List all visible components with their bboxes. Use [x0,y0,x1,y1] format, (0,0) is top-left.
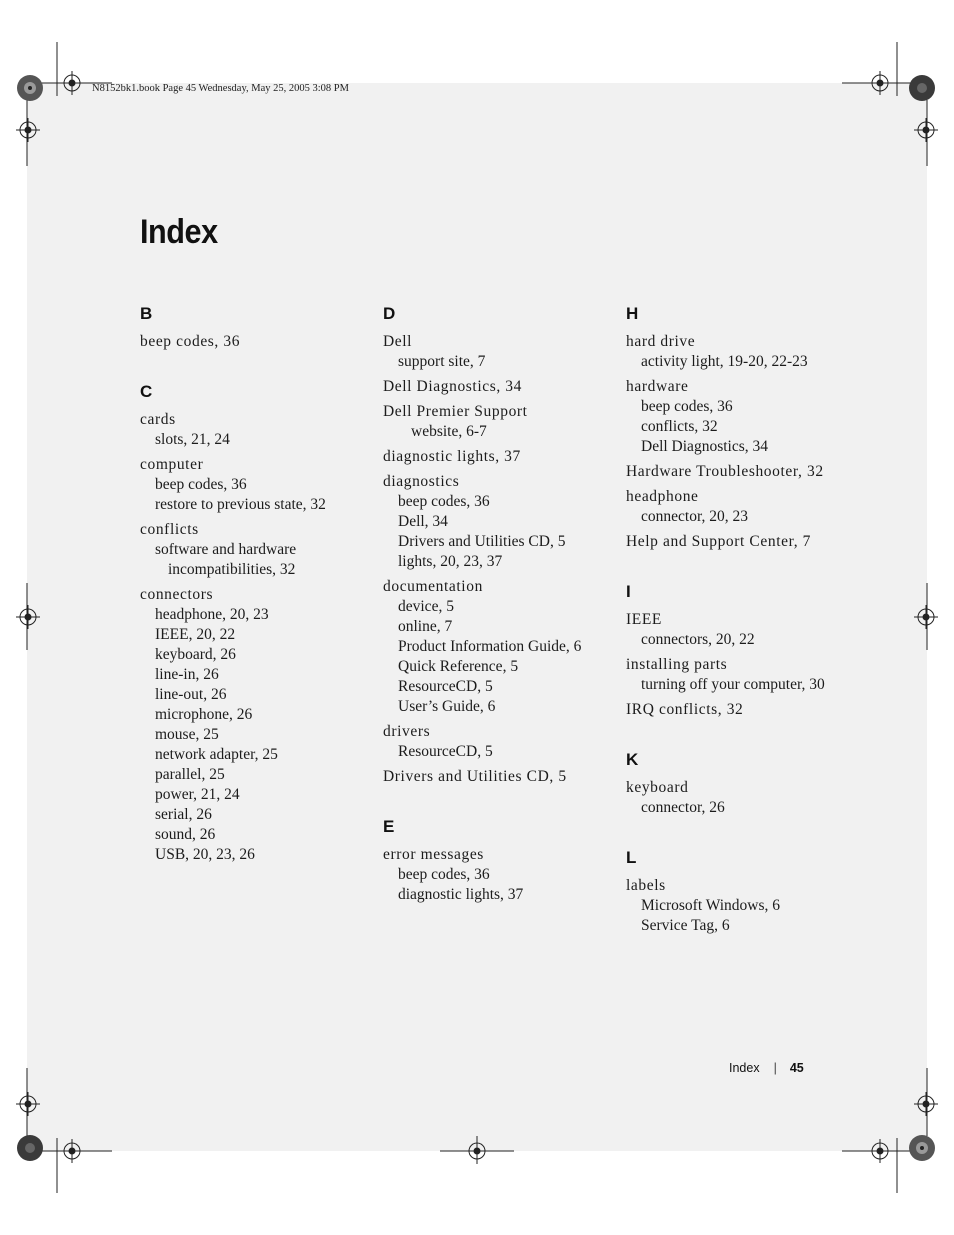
section-letter: I [626,582,631,601]
index-entry [140,585,375,865]
index-subentry: headphone, 20, 23 [155,606,269,623]
section-letter: E [383,817,395,836]
footer-section-label: Index [729,1061,760,1075]
index-subentry: USB, 20, 23, 26 [155,846,255,863]
index-section-c [140,382,375,865]
index-entry [140,520,375,580]
index-section-k [626,750,861,818]
index-subentry: line-out, 26 [155,686,227,703]
index-term: conflicts [140,521,199,538]
index-column-1 [140,304,375,895]
index-term: IEEE [626,611,662,628]
index-subentry: beep codes, 36 [398,866,490,883]
index-entry [626,700,861,720]
index-entry [383,332,618,372]
index-subentry: parallel, 25 [155,766,225,783]
index-subentry: software and hardware [155,541,297,558]
index-section-e [383,817,618,905]
index-subentry: Drivers and Utilities CD, 5 [398,533,566,550]
print-slug: N8152bk1.book Page 45 Wednesday, May 25, 2005 3:08 PM [92,83,349,94]
index-subentry: User’s Guide, 6 [398,698,496,715]
index-subentry: serial, 26 [155,806,212,823]
index-subentry: website, 6-7 [411,423,487,440]
index-subentry: online, 7 [398,618,453,635]
index-term: diagnostic lights, 37 [383,448,521,465]
index-entry [626,332,861,372]
index-subentry: beep codes, 36 [398,493,490,510]
index-term: drivers [383,723,431,740]
index-entry [383,767,618,787]
index-term: Hardware Troubleshooter, 32 [626,463,824,480]
index-subentry: turning off your computer, 30 [641,676,825,693]
index-subentry: incompatibilities, 32 [168,561,296,578]
index-entry [626,876,861,936]
index-entry [140,410,375,450]
index-subentry: diagnostic lights, 37 [398,886,524,903]
index-section-l [626,848,861,936]
index-entry [383,447,618,467]
index-subentry: connector, 26 [641,799,725,816]
index-subentry: Service Tag, 6 [641,917,730,934]
section-letter: H [626,304,639,323]
index-subentry: connectors, 20, 22 [641,631,755,648]
index-term: Drivers and Utilities CD, 5 [383,768,567,785]
index-term: labels [626,877,666,894]
index-subentry: support site, 7 [398,353,486,370]
index-entry [383,472,618,572]
index-term: error messages [383,846,484,863]
index-term: IRQ conflicts, 32 [626,701,744,718]
index-term: diagnostics [383,473,460,490]
index-entry [383,845,618,905]
index-subentry: Product Information Guide, 6 [398,638,582,655]
index-subentry: network adapter, 25 [155,746,278,763]
page-number: 45 [789,1061,804,1075]
section-letter: L [626,848,637,867]
index-term: keyboard [626,779,689,796]
index-subentry: IEEE, 20, 22 [155,626,236,643]
index-column-3 [626,304,861,966]
index-entry [140,332,375,352]
index-term: beep codes, 36 [140,333,241,350]
index-subentry: line-in, 26 [155,666,219,683]
index-entry [626,610,861,650]
index-subentry: sound, 26 [155,826,216,843]
index-term: Dell Diagnostics, 34 [383,378,522,395]
index-entry [383,722,618,762]
index-term: Dell [383,333,413,350]
index-column-2 [383,304,618,935]
index-subentry: microphone, 26 [155,706,253,723]
index-subentry: beep codes, 36 [641,398,733,415]
page-title: Index [140,213,218,251]
index-section-h [626,304,861,552]
index-term: cards [140,411,176,428]
index-subentry: Quick Reference, 5 [398,658,519,675]
index-term: hardware [626,378,689,395]
index-term: installing parts [626,656,728,673]
index-subentry: keyboard, 26 [155,646,236,663]
index-term: hard drive [626,333,696,350]
index-entry [626,532,861,552]
index-term: connectors [140,586,214,603]
index-subentry: power, 21, 24 [155,786,240,803]
index-subentry: Dell Diagnostics, 34 [641,438,768,455]
index-term: headphone [626,488,699,505]
index-subentry: beep codes, 36 [155,476,247,493]
index-subentry: restore to previous state, 32 [155,496,326,513]
section-letter: C [140,382,153,401]
index-entry [140,455,375,515]
page-footer [729,1061,804,1075]
footer-divider: | [773,1061,777,1075]
index-entry [626,377,861,457]
index-subentry: ResourceCD, 5 [398,743,493,760]
section-letter: B [140,304,153,323]
index-entry [383,402,618,442]
section-letter: K [626,750,639,769]
index-term: documentation [383,578,483,595]
index-subentry: device, 5 [398,598,454,615]
index-subentry: conflicts, 32 [641,418,718,435]
index-term: computer [140,456,204,473]
index-section-i [626,582,861,720]
index-subentry: connector, 20, 23 [641,508,748,525]
index-section-b [140,304,375,352]
index-term: Help and Support Center, 7 [626,533,812,550]
index-section-d [383,304,618,787]
index-subentry: lights, 20, 23, 37 [398,553,503,570]
index-subentry: mouse, 25 [155,726,219,743]
index-entry [626,462,861,482]
index-subentry: slots, 21, 24 [155,431,230,448]
index-subentry: Microsoft Windows, 6 [641,897,781,914]
index-subentry: ResourceCD, 5 [398,678,493,695]
index-entry [626,487,861,527]
section-letter: D [383,304,396,323]
index-entry [626,778,861,818]
index-entry [383,577,618,717]
index-entry [626,655,861,695]
index-subentry: Dell, 34 [398,513,448,530]
index-subentry: activity light, 19-20, 22-23 [641,353,808,370]
index-entry [383,377,618,397]
index-term: Dell Premier Support [383,403,528,420]
